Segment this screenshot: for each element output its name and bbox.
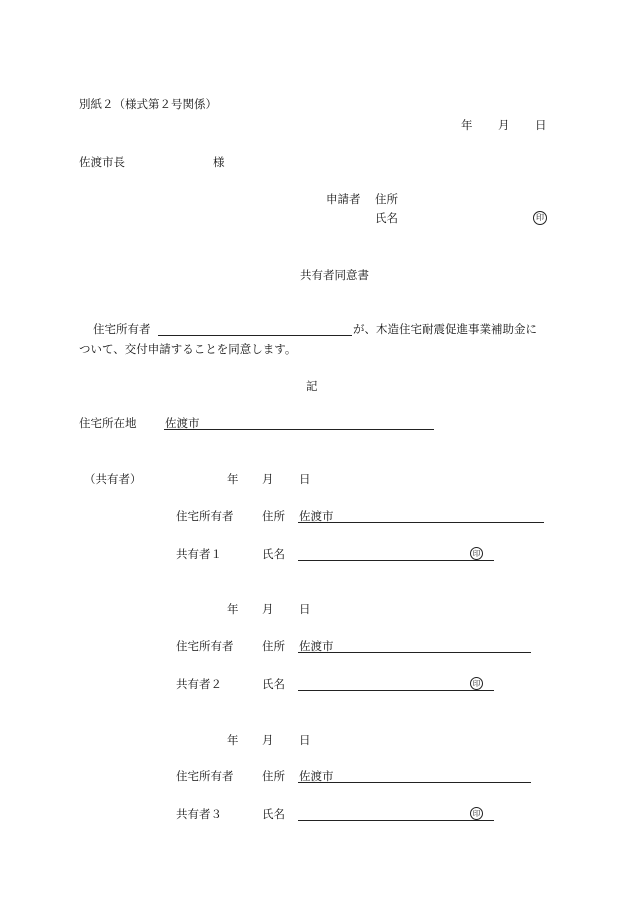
coowner2-name-label: 氏名 [262, 677, 285, 691]
coowner3-day: 日 [299, 733, 311, 747]
owner-name-line[interactable] [158, 335, 352, 336]
location-label: 住宅所在地 [79, 416, 137, 430]
location-city: 佐渡市 [165, 416, 200, 430]
coowner2-seal: 印 [470, 677, 483, 690]
coowner1-year: 年 [227, 472, 239, 486]
date-day: 日 [535, 118, 547, 132]
form-label: 別紙２（様式第２号関係） [79, 97, 217, 111]
ki-label: 記 [306, 379, 318, 393]
coowner1-label: 共有者１ [176, 547, 222, 561]
coowner2-address-label: 住所 [262, 639, 285, 653]
date-year: 年 [461, 118, 473, 132]
coowner1-address-line[interactable] [298, 522, 544, 523]
coowner3-address-label: 住所 [262, 769, 285, 783]
addressee-name: 佐渡市長 [79, 155, 125, 169]
coowner3-address-line[interactable] [298, 782, 531, 783]
coowner2-owner-label: 住宅所有者 [176, 639, 234, 653]
location-line[interactable] [164, 429, 434, 430]
document-title: 共有者同意書 [300, 268, 369, 282]
coowner1-owner-label: 住宅所有者 [176, 509, 234, 523]
coowner1-address-label: 住所 [262, 509, 285, 523]
coowner2-day: 日 [299, 602, 311, 616]
applicant-seal: 印 [533, 211, 547, 225]
coowner2-label: 共有者２ [176, 677, 222, 691]
coowner2-month: 月 [262, 602, 274, 616]
applicant-address-label: 住所 [375, 192, 398, 206]
coowner3-name-label: 氏名 [262, 807, 285, 821]
coowner2-address-line[interactable] [298, 652, 531, 653]
body-owner-prefix: 住宅所有者 [93, 322, 151, 336]
coowner2-city: 佐渡市 [299, 639, 334, 653]
coowners-label: （共有者） [84, 472, 142, 486]
date-month: 月 [498, 118, 510, 132]
coowner1-city: 佐渡市 [299, 509, 334, 523]
coowner2-year: 年 [227, 602, 239, 616]
coowner3-seal: 印 [470, 807, 483, 820]
coowner3-owner-label: 住宅所有者 [176, 769, 234, 783]
coowner3-label: 共有者３ [176, 807, 222, 821]
coowner3-city: 佐渡市 [299, 769, 334, 783]
coowner1-month: 月 [262, 472, 274, 486]
coowner1-name-label: 氏名 [262, 547, 285, 561]
coowner1-name-line[interactable] [298, 560, 494, 561]
applicant-name-label: 氏名 [375, 211, 398, 225]
coowner3-name-line[interactable] [298, 820, 494, 821]
coowner3-month: 月 [262, 733, 274, 747]
applicant-label: 申請者 [326, 192, 361, 206]
coowner1-seal: 印 [470, 547, 483, 560]
body-line2: ついて、交付申請することを同意します。 [79, 342, 297, 356]
coowner2-name-line[interactable] [298, 690, 494, 691]
addressee-honorific: 様 [213, 155, 225, 169]
coowner3-year: 年 [227, 733, 239, 747]
body-line1-suffix: が、木造住宅耐震促進事業補助金に [353, 322, 537, 336]
coowner1-day: 日 [299, 472, 311, 486]
